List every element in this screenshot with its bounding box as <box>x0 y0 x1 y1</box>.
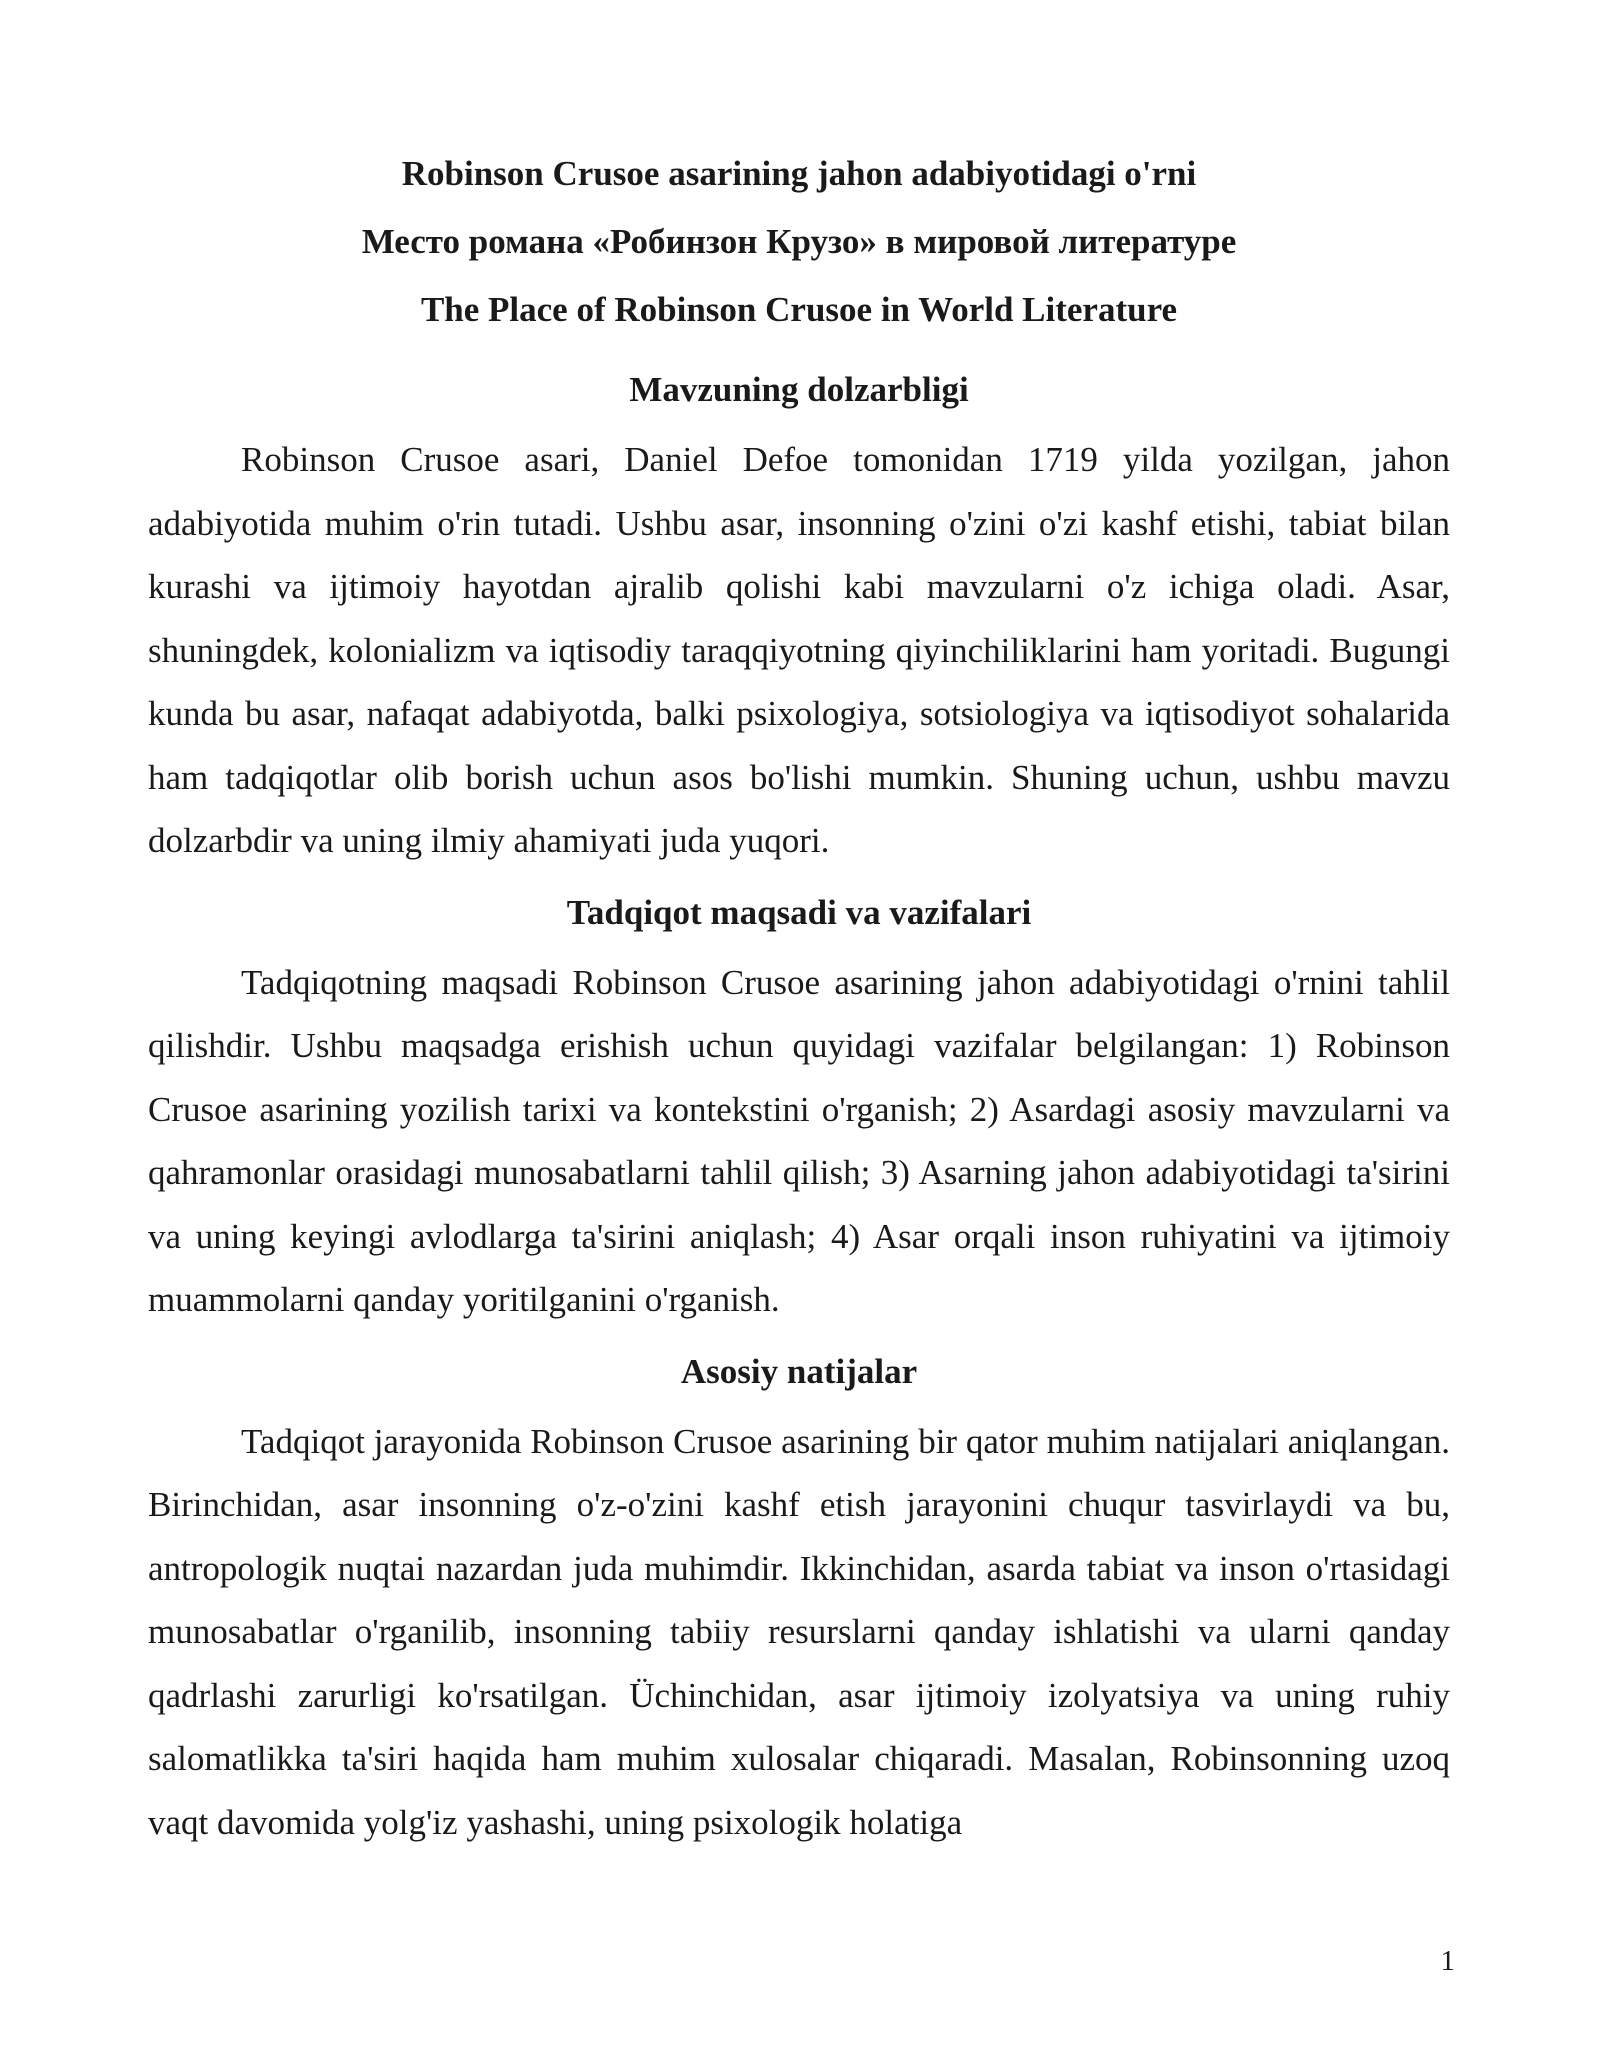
section-paragraph-results: Tadqiqot jarayonida Robinson Crusoe asarining bir qator muhim natijalari aniqlangan. Birinchidan, asar insonning o'z-o'zini kashf etish jarayonini chuqur tasvirlaydi va bu, antropologik nuqtai nazardan juda muhimdir. Ikkinchidan, asarda tabiat va inson o'rtasidagi munosabatlar o'rganilib, insonning tabiiy resurslarni qanday ishlatishi va ularni qanday qadrlashi zarurligi ko'rsatilgan. Üchinchidan, asar ijtimoiy izolyatsiya va uning ruhiy salomatlikka ta'siri haqida ham muhim xulosalar chiqaradi. Masalan, Robinsonning uzoq vaqt davomida yolg'iz yashashi, uning psixologik holatiga <box>148 1421 1450 1842</box>
section-heading-relevance: Mavzuning dolzarbligi <box>629 370 969 409</box>
section-paragraph-goals: Tadqiqotning maqsadi Robinson Crusoe asarining jahon adabiyotidagi o'rnini tahlil qilishdir. Ushbu maqsadga erishish uchun quyidagi vazifalar belgilangan: 1) Robinson Crusoe asarining yozilish tarixi va kontekstini o'rganish; 2) Asardagi asosiy mavzularni va qahramonlar orasidagi munosabatlarni tahlil qilish; 3) Asarning jahon adabiyotidagi ta'sirini va uning keyingi avlodlarga ta'sirini aniqlash; 4) Asar orqali inson ruhiyatini va ijtimoiy muammolarni qanday yoritilganini o'rganish. <box>148 962 1450 1319</box>
document-page <box>148 140 1450 1854</box>
section-paragraph-relevance: Robinson Crusoe asari, Daniel Defoe tomonidan 1719 yilda yozilgan, jahon adabiyotida muhim o'rin tutadi. Ushbu asar, insonning o'zini o'zi kashf etishi, tabiat bilan kurashi va ijtimoiy hayotdan ajralib qolishi kabi mavzularni o'z ichiga oladi. Asar, shuningdek, kolonializm va iqtisodiy taraqqiyotning qiyinchiliklarini ham yoritadi. Bugungi kunda bu asar, nafaqat adabiyotda, balki psixologiya, sotsiologiya va iqtisodiyot sohalarida ham tadqiqotlar olib borish uchun asos bo'lishi mumkin. Shuning uchun, ushbu mavzu dolzarbdir va uning ilmiy ahamiyati juda yuqori. <box>148 440 1450 860</box>
title-russian: Место романа «Робинзон Крузо» в мировой литературе <box>361 222 1237 261</box>
title-english: The Place of Robinson Crusoe in World Literature <box>420 290 1178 329</box>
title-uzbek: Robinson Crusoe asarining jahon adabiyotidagi o'rni <box>401 154 1197 193</box>
section-heading-results: Asosiy natijalar <box>680 1351 918 1391</box>
page-number: 1 <box>1440 1945 1455 1977</box>
section-heading-goals: Tadqiqot maqsadi va vazifalari <box>566 892 1032 932</box>
